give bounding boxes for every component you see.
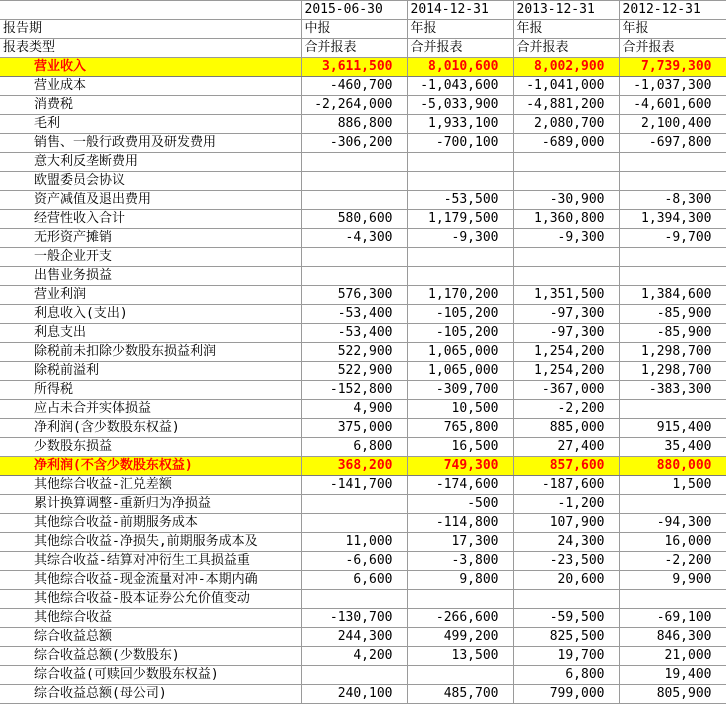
value-cell[interactable]: -23,500 <box>513 552 619 571</box>
value-cell[interactable] <box>619 495 726 514</box>
table-row <box>0 476 726 495</box>
value-cell[interactable]: -114,800 <box>407 514 513 533</box>
value-cell[interactable]: -266,600 <box>407 609 513 628</box>
value-cell[interactable] <box>513 267 619 286</box>
value-cell[interactable]: 6,800 <box>301 438 407 457</box>
value-cell[interactable] <box>301 248 407 267</box>
value-cell[interactable]: 915,400 <box>619 419 726 438</box>
row-label[interactable]: 无形资产摊销 <box>0 229 301 248</box>
value-cell[interactable]: 1,298,700 <box>619 343 726 362</box>
value-cell[interactable]: 499,200 <box>407 628 513 647</box>
value-cell[interactable]: -8,300 <box>619 191 726 210</box>
row-label[interactable]: 累计换算调整-重新归为净损益 <box>0 495 301 514</box>
value-cell[interactable] <box>301 495 407 514</box>
value-cell[interactable]: -85,900 <box>619 305 726 324</box>
table-row <box>0 134 726 153</box>
value-cell[interactable]: 1,360,800 <box>513 210 619 229</box>
value-cell[interactable]: -689,000 <box>513 134 619 153</box>
value-cell[interactable]: -97,300 <box>513 324 619 343</box>
row-label[interactable]: 净利润(不含少数股东权益) <box>0 457 301 476</box>
value-cell[interactable]: -141,700 <box>301 476 407 495</box>
period-header[interactable]: 2014-12-31 <box>407 1 513 20</box>
table-row <box>0 267 726 286</box>
value-cell[interactable]: -152,800 <box>301 381 407 400</box>
value-cell[interactable] <box>301 514 407 533</box>
value-cell[interactable]: -383,300 <box>619 381 726 400</box>
row-label[interactable]: 综合收益总额(少数股东) <box>0 647 301 666</box>
value-cell[interactable]: 10,500 <box>407 400 513 419</box>
row-label[interactable]: 综合收益总额(母公司) <box>0 685 301 704</box>
row-label[interactable]: 经营性收入合计 <box>0 210 301 229</box>
period-header[interactable]: 2015-06-30 <box>301 1 407 20</box>
value-cell[interactable]: 485,700 <box>407 685 513 704</box>
value-cell[interactable]: -1,043,600 <box>407 77 513 96</box>
row-label[interactable]: 其综合收益-结算对冲衍生工具损益重 <box>0 552 301 571</box>
row-label[interactable]: 利息支出 <box>0 324 301 343</box>
value-cell[interactable]: -5,033,900 <box>407 96 513 115</box>
table-row <box>0 362 726 381</box>
value-cell[interactable] <box>301 153 407 172</box>
value-cell[interactable]: -97,300 <box>513 305 619 324</box>
value-cell[interactable]: 522,900 <box>301 343 407 362</box>
value-cell[interactable]: -105,200 <box>407 324 513 343</box>
value-cell[interactable] <box>513 248 619 267</box>
report-type-cell[interactable]: 合并报表 <box>301 39 407 58</box>
value-cell[interactable]: -2,200 <box>619 552 726 571</box>
row-label[interactable]: 其他综合收益 <box>0 609 301 628</box>
row-label[interactable]: 毛利 <box>0 115 301 134</box>
table-row <box>0 495 726 514</box>
report-type-row <box>0 39 726 58</box>
table-row <box>0 647 726 666</box>
row-label[interactable]: 其他综合收益-汇兑差额 <box>0 476 301 495</box>
row-label[interactable]: 欧盟委员会协议 <box>0 172 301 191</box>
table-row <box>0 419 726 438</box>
value-cell[interactable]: 522,900 <box>301 362 407 381</box>
corner-cell[interactable] <box>0 1 301 20</box>
value-cell[interactable]: 1,298,700 <box>619 362 726 381</box>
table-row <box>0 609 726 628</box>
value-cell[interactable]: 1,179,500 <box>407 210 513 229</box>
value-cell[interactable]: -53,500 <box>407 191 513 210</box>
value-cell[interactable] <box>619 248 726 267</box>
row-label[interactable]: 报告期 <box>0 20 301 39</box>
value-cell[interactable]: 1,254,200 <box>513 343 619 362</box>
value-cell[interactable] <box>619 153 726 172</box>
value-cell[interactable]: -130,700 <box>301 609 407 628</box>
value-cell[interactable]: 19,400 <box>619 666 726 685</box>
value-cell[interactable]: 8,010,600 <box>407 58 513 77</box>
table-row <box>0 229 726 248</box>
value-cell[interactable]: -94,300 <box>619 514 726 533</box>
value-cell[interactable]: 4,900 <box>301 400 407 419</box>
value-cell[interactable]: -2,200 <box>513 400 619 419</box>
row-label[interactable]: 报表类型 <box>0 39 301 58</box>
value-cell[interactable]: 20,600 <box>513 571 619 590</box>
row-label[interactable]: 综合收益(可赎回少数股东权益) <box>0 666 301 685</box>
value-cell[interactable]: 368,200 <box>301 457 407 476</box>
value-cell[interactable]: 240,100 <box>301 685 407 704</box>
value-cell[interactable]: -187,600 <box>513 476 619 495</box>
row-label[interactable]: 所得税 <box>0 381 301 400</box>
value-cell[interactable]: 2,080,700 <box>513 115 619 134</box>
value-cell[interactable]: 749,300 <box>407 457 513 476</box>
report-type-cell[interactable]: 合并报表 <box>619 39 726 58</box>
value-cell[interactable]: 19,700 <box>513 647 619 666</box>
table-row <box>0 571 726 590</box>
table-row <box>0 400 726 419</box>
value-cell[interactable]: -4,300 <box>301 229 407 248</box>
value-cell[interactable] <box>619 590 726 609</box>
row-label[interactable]: 意大利反垄断费用 <box>0 153 301 172</box>
highlighted-table-row <box>0 58 726 77</box>
value-cell[interactable]: 244,300 <box>301 628 407 647</box>
row-label[interactable]: 应占未合并实体损益 <box>0 400 301 419</box>
value-cell[interactable]: -1,037,300 <box>619 77 726 96</box>
value-cell[interactable]: 27,400 <box>513 438 619 457</box>
highlighted-table-row <box>0 457 726 476</box>
value-cell[interactable]: -2,264,000 <box>301 96 407 115</box>
report-period-cell[interactable]: 年报 <box>513 20 619 39</box>
table-row <box>0 172 726 191</box>
row-label[interactable]: 其他综合收益-现金流量对冲-本期内确 <box>0 571 301 590</box>
value-cell[interactable] <box>619 400 726 419</box>
row-label[interactable]: 营业利润 <box>0 286 301 305</box>
value-cell[interactable]: 580,600 <box>301 210 407 229</box>
value-cell[interactable]: 1,065,000 <box>407 343 513 362</box>
value-cell[interactable]: 1,384,600 <box>619 286 726 305</box>
value-cell[interactable]: -4,601,600 <box>619 96 726 115</box>
value-cell[interactable]: 11,000 <box>301 533 407 552</box>
table-row <box>0 343 726 362</box>
value-cell[interactable]: -697,800 <box>619 134 726 153</box>
row-label[interactable]: 除税前未扣除少数股东损益利润 <box>0 343 301 362</box>
value-cell[interactable]: -3,800 <box>407 552 513 571</box>
value-cell[interactable]: -460,700 <box>301 77 407 96</box>
value-cell[interactable]: 885,000 <box>513 419 619 438</box>
row-label[interactable]: 利息收入(支出) <box>0 305 301 324</box>
report-period-cell[interactable]: 年报 <box>407 20 513 39</box>
value-cell[interactable] <box>619 267 726 286</box>
value-cell[interactable] <box>513 590 619 609</box>
value-cell[interactable]: 1,351,500 <box>513 286 619 305</box>
value-cell[interactable] <box>407 267 513 286</box>
period-header-row <box>0 1 726 20</box>
value-cell[interactable]: 16,500 <box>407 438 513 457</box>
value-cell[interactable]: -69,100 <box>619 609 726 628</box>
value-cell[interactable] <box>301 666 407 685</box>
table-row <box>0 438 726 457</box>
value-cell[interactable] <box>301 590 407 609</box>
row-label[interactable]: 消费税 <box>0 96 301 115</box>
value-cell[interactable]: 880,000 <box>619 457 726 476</box>
value-cell[interactable]: -53,400 <box>301 305 407 324</box>
value-cell[interactable]: -30,900 <box>513 191 619 210</box>
period-header[interactable]: 2013-12-31 <box>513 1 619 20</box>
value-cell[interactable]: 857,600 <box>513 457 619 476</box>
row-label[interactable]: 综合收益总额 <box>0 628 301 647</box>
value-cell[interactable] <box>407 172 513 191</box>
value-cell[interactable] <box>301 191 407 210</box>
value-cell[interactable]: 846,300 <box>619 628 726 647</box>
row-label[interactable]: 资产减值及退出费用 <box>0 191 301 210</box>
value-cell[interactable]: 6,600 <box>301 571 407 590</box>
value-cell[interactable] <box>301 267 407 286</box>
row-label[interactable]: 出售业务损益 <box>0 267 301 286</box>
table-row <box>0 286 726 305</box>
value-cell[interactable]: 1,170,200 <box>407 286 513 305</box>
row-label[interactable]: 营业成本 <box>0 77 301 96</box>
value-cell[interactable]: 886,800 <box>301 115 407 134</box>
table-row <box>0 628 726 647</box>
value-cell[interactable]: 1,933,100 <box>407 115 513 134</box>
value-cell[interactable]: -9,300 <box>407 229 513 248</box>
value-cell[interactable]: -174,600 <box>407 476 513 495</box>
value-cell[interactable] <box>407 248 513 267</box>
table-row <box>0 590 726 609</box>
value-cell[interactable] <box>407 666 513 685</box>
value-cell[interactable]: -105,200 <box>407 305 513 324</box>
row-label[interactable]: 其他综合收益-前期服务成本 <box>0 514 301 533</box>
value-cell[interactable]: 16,000 <box>619 533 726 552</box>
value-cell[interactable]: -700,100 <box>407 134 513 153</box>
table-row <box>0 96 726 115</box>
table-row <box>0 210 726 229</box>
value-cell[interactable]: 799,000 <box>513 685 619 704</box>
table-row <box>0 533 726 552</box>
row-label[interactable]: 营业收入 <box>0 58 301 77</box>
value-cell[interactable] <box>301 172 407 191</box>
value-cell[interactable]: 8,002,900 <box>513 58 619 77</box>
value-cell[interactable] <box>619 172 726 191</box>
value-cell[interactable] <box>513 172 619 191</box>
value-cell[interactable]: 825,500 <box>513 628 619 647</box>
value-cell[interactable]: 1,394,300 <box>619 210 726 229</box>
value-cell[interactable] <box>407 590 513 609</box>
period-header[interactable]: 2012-12-31 <box>619 1 726 20</box>
table-row <box>0 381 726 400</box>
value-cell[interactable]: 805,900 <box>619 685 726 704</box>
value-cell[interactable]: 6,800 <box>513 666 619 685</box>
value-cell[interactable]: -59,500 <box>513 609 619 628</box>
table-row <box>0 552 726 571</box>
table-row <box>0 514 726 533</box>
row-label[interactable]: 一般企业开支 <box>0 248 301 267</box>
value-cell[interactable]: 375,000 <box>301 419 407 438</box>
value-cell[interactable]: -1,041,000 <box>513 77 619 96</box>
value-cell[interactable]: -85,900 <box>619 324 726 343</box>
report-period-cell[interactable]: 年报 <box>619 20 726 39</box>
table-row <box>0 77 726 96</box>
value-cell[interactable]: -1,200 <box>513 495 619 514</box>
value-cell[interactable]: -306,200 <box>301 134 407 153</box>
table-row <box>0 191 726 210</box>
row-label[interactable]: 除税前溢利 <box>0 362 301 381</box>
report-type-cell[interactable]: 合并报表 <box>407 39 513 58</box>
value-cell[interactable]: 7,739,300 <box>619 58 726 77</box>
value-cell[interactable]: 13,500 <box>407 647 513 666</box>
row-label[interactable]: 销售、一般行政费用及研发费用 <box>0 134 301 153</box>
value-cell[interactable]: 576,300 <box>301 286 407 305</box>
value-cell[interactable]: 765,800 <box>407 419 513 438</box>
row-label[interactable]: 净利润(含少数股东权益) <box>0 419 301 438</box>
value-cell[interactable]: -9,700 <box>619 229 726 248</box>
table-row <box>0 324 726 343</box>
value-cell[interactable] <box>407 153 513 172</box>
value-cell[interactable] <box>513 153 619 172</box>
value-cell[interactable]: -53,400 <box>301 324 407 343</box>
row-label[interactable]: 少数股东损益 <box>0 438 301 457</box>
value-cell[interactable]: 1,500 <box>619 476 726 495</box>
value-cell[interactable]: 1,065,000 <box>407 362 513 381</box>
table-row <box>0 305 726 324</box>
row-label[interactable]: 其他综合收益-净损失,前期服务成本及 <box>0 533 301 552</box>
value-cell[interactable]: 1,254,200 <box>513 362 619 381</box>
value-cell[interactable]: 4,200 <box>301 647 407 666</box>
value-cell[interactable]: -4,881,200 <box>513 96 619 115</box>
table-row <box>0 666 726 685</box>
value-cell[interactable]: -500 <box>407 495 513 514</box>
report-type-cell[interactable]: 合并报表 <box>513 39 619 58</box>
value-cell[interactable]: 3,611,500 <box>301 58 407 77</box>
report-period-cell[interactable]: 中报 <box>301 20 407 39</box>
value-cell[interactable]: 107,900 <box>513 514 619 533</box>
value-cell[interactable]: 35,400 <box>619 438 726 457</box>
table-row <box>0 115 726 134</box>
report-period-row <box>0 20 726 39</box>
value-cell[interactable]: 2,100,400 <box>619 115 726 134</box>
value-cell[interactable]: -9,300 <box>513 229 619 248</box>
table-row <box>0 248 726 267</box>
value-cell[interactable]: 21,000 <box>619 647 726 666</box>
table-row <box>0 685 726 704</box>
value-cell[interactable]: 9,900 <box>619 571 726 590</box>
value-cell[interactable]: -309,700 <box>407 381 513 400</box>
row-label[interactable]: 其他综合收益-股本证券公允价值变动 <box>0 590 301 609</box>
value-cell[interactable]: 17,300 <box>407 533 513 552</box>
value-cell[interactable]: -6,600 <box>301 552 407 571</box>
value-cell[interactable]: 24,300 <box>513 533 619 552</box>
value-cell[interactable]: -367,000 <box>513 381 619 400</box>
value-cell[interactable]: 9,800 <box>407 571 513 590</box>
table-row <box>0 153 726 172</box>
